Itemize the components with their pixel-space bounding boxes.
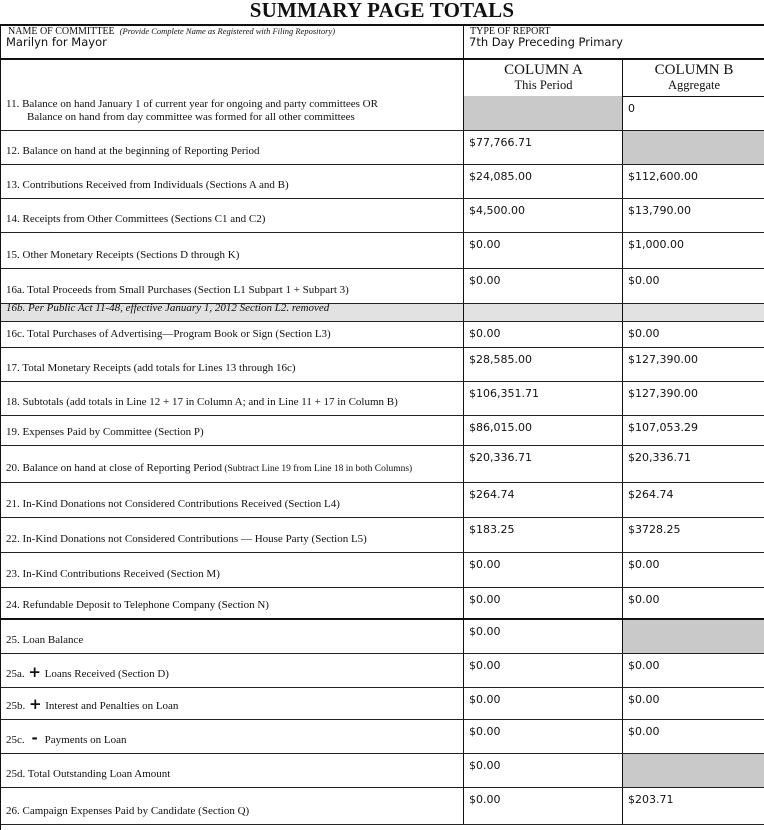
table-row [1,269,764,304]
row-label [1,322,463,347]
row-label-main: 16a. Total Proceeds from Small Purchases (Section L1 Subpart 1 + Subpart 3) [6,284,349,296]
row-label-text [6,695,179,713]
row-label-main: 15. Other Monetary Receipts (Sections D through K) [6,249,240,261]
table-row [1,199,764,233]
row-label-main: 16b. Per Public Act 11-48, effective January 1, 2012 Section L2. removed [6,302,330,314]
row-label-text [6,302,329,315]
column-a-value[interactable]: $0.00 [463,233,622,268]
row-label-main: 21. In-Kind Donations not Considered Contributions Received (Section L4) [6,498,340,510]
report-type-label: TYPE OF REPORT [470,26,551,37]
row-label-text [6,663,169,681]
column-a-value[interactable]: $0.00 [463,588,622,618]
table-row [1,553,764,588]
report-type-value[interactable]: 7th Day Preceding Primary [469,35,623,49]
row-label-main: 26. Campaign Expenses Paid by Candidate (Section Q) [6,805,250,817]
table-row [1,688,764,720]
row-label [1,416,463,445]
row-label [1,518,463,552]
column-a-value[interactable] [463,304,622,321]
row-label-text [6,729,127,747]
column-a-value[interactable]: $0.00 [463,720,622,753]
table-row [1,446,764,483]
column-a-value[interactable]: $0.00 [463,788,622,824]
column-b-value[interactable]: $3728.25 [622,518,764,552]
column-a-subtitle: This Period [514,78,573,92]
row-label [1,446,463,482]
column-a-value[interactable]: $0.00 [463,620,622,653]
table-row [1,233,764,269]
row-label-main: 14. Receipts from Other Committees (Sections C1 and C2) [6,213,266,225]
table-row [1,654,764,688]
column-b-value[interactable] [622,754,764,787]
table-row [1,754,764,788]
row-label-line2: Balance on hand from day committee was formed for all other committees [27,111,355,123]
row-label-main: 25d. Total Outstanding Loan Amount [6,768,171,780]
column-a-title: COLUMN A [504,62,583,78]
summary-table [1,96,764,825]
table-row [1,348,764,382]
row-label-text [6,634,83,647]
table-row [1,483,764,518]
table-row [1,165,764,199]
row-label [1,165,463,198]
column-b-value[interactable] [622,131,764,164]
column-b-value[interactable]: $0.00 [622,553,764,587]
row-label [1,304,463,321]
row-label-main: 25c. [6,734,25,746]
column-a-value[interactable]: $0.00 [463,553,622,587]
column-a-value[interactable]: $0.00 [463,688,622,719]
row-label-main: 20. Balance on hand at close of Reporting Period [6,462,222,474]
row-label-main: 24. Refundable Deposit to Telephone Company (Section N) [6,599,269,611]
committee-label-text: NAME OF COMMITTEE [8,26,115,37]
row-label-main: 16c. Total Purchases of Advertising—Program Book or Sign (Section L3) [6,328,331,340]
page-title: SUMMARY PAGE TOTALS [249,0,515,22]
row-label-text [6,145,260,158]
row-label-main: 25. Loan Balance [6,634,84,646]
row-label-main: 22. In-Kind Donations not Considered Contributions — House Party (Section L5) [6,533,367,545]
column-b-title: COLUMN B [654,62,734,78]
row-label-main: 25a. [6,668,25,680]
column-a-value[interactable]: $0.00 [463,654,622,687]
column-b-value[interactable]: $0.00 [622,322,764,347]
column-a-value[interactable]: $0.00 [463,754,622,787]
column-a-value[interactable]: $20,336.71 [463,446,622,482]
plus-icon: + [28,695,42,713]
column-b-value[interactable]: $0.00 [622,688,764,719]
row-label-main: 23. In-Kind Contributions Received (Section M) [6,568,220,580]
row-label [1,588,463,618]
table-row [1,96,764,131]
row-label-text [6,362,296,375]
column-a-value[interactable] [463,96,622,130]
table-row [1,518,764,553]
row-label-text [6,568,220,581]
row-label-text [6,213,265,226]
row-label-text [6,396,398,409]
row-label [1,654,463,687]
column-a-value[interactable]: $0.00 [463,269,622,303]
column-b-value[interactable] [622,620,764,653]
row-label-text [6,328,331,341]
row-label [1,483,463,517]
column-b-value[interactable]: $20,336.71 [622,446,764,482]
column-b-value[interactable]: $112,600.00 [622,165,764,198]
row-label-instruction: (Subtract Line 19 from Line 18 in both Columns) [224,464,413,474]
row-label-text [6,498,340,511]
row-label-detail: Payments on Loan [44,734,127,746]
column-a-value[interactable]: $183.25 [463,518,622,552]
column-b-subtitle: Aggregate [667,78,721,92]
row-label-text [6,768,170,781]
row-label [1,233,463,268]
column-b-value[interactable]: $0.00 [622,654,764,687]
column-a-value[interactable]: $264.74 [463,483,622,517]
row-label-text [6,284,349,297]
table-row [1,131,764,165]
table-row [1,322,764,348]
column-a-value[interactable]: $77,766.71 [463,131,622,164]
column-b-value[interactable]: $1,000.00 [622,233,764,268]
column-a-value[interactable]: $28,585.00 [463,348,622,381]
row-label [1,620,463,653]
row-label [1,688,463,719]
table-row [1,588,764,620]
row-label-detail: Loans Received (Section D) [44,668,169,680]
row-label-text [6,599,269,612]
row-label-text [6,249,239,262]
row-label-text [6,426,204,439]
table-row [1,416,764,446]
table-row [1,382,764,416]
table-row [1,720,764,754]
row-label-main: 13. Contributions Received from Individuals (Sections A and B) [6,179,289,191]
row-label-detail: Interest and Penalties on Loan [45,700,179,712]
column-b-header [622,58,764,97]
column-a-value[interactable]: $0.00 [463,322,622,347]
row-label-text [6,179,289,192]
column-b-value[interactable]: $264.74 [622,483,764,517]
row-label [1,348,463,381]
column-a-value[interactable]: $24,085.00 [463,165,622,198]
committee-name-value[interactable]: Marilyn for Mayor [6,35,107,49]
minus-icon: - [31,729,38,747]
row-label-main: 25b. [6,700,26,712]
row-label [1,788,463,824]
column-a-header [463,58,623,97]
row-label [1,754,463,787]
committee-label-note: (Provide Complete Name as Registered with Filing Repository) [119,26,336,36]
row-label [1,269,463,303]
row-label [1,131,463,164]
row-label [1,96,463,130]
row-label-text [6,462,412,476]
plus-icon: + [28,663,41,681]
column-b-value[interactable]: $203.71 [622,788,764,824]
row-label [1,199,463,232]
column-b-value[interactable]: $0.00 [622,588,764,618]
column-a-value[interactable]: $4,500.00 [463,199,622,232]
row-label-main: 18. Subtotals (add totals in Line 12 + 17 in Column A; and in Line 11 + 17 in Column B) [6,396,398,408]
column-b-value[interactable]: $13,790.00 [622,199,764,232]
committee-name-box [1,26,463,60]
column-b-value[interactable]: 0 [622,96,764,130]
row-label [1,553,463,587]
column-b-value[interactable] [622,304,764,321]
row-label-text [6,805,249,818]
row-label-main: 12. Balance on hand at the beginning of Reporting Period [6,145,260,157]
column-b-value[interactable]: $0.00 [622,269,764,303]
column-b-value[interactable]: $127,390.00 [622,382,764,415]
report-type-box [463,26,764,60]
column-a-value[interactable]: $106,351.71 [463,382,622,415]
column-b-value[interactable]: $0.00 [622,720,764,753]
column-a-value[interactable]: $86,015.00 [463,416,622,445]
row-label-main: 19. Expenses Paid by Committee (Section P) [6,426,204,438]
table-row [1,304,764,322]
table-row [1,788,764,825]
column-b-value[interactable]: $107,053.29 [622,416,764,445]
column-b-value[interactable]: $127,390.00 [622,348,764,381]
row-label-text [6,98,378,124]
row-label-main: 17. Total Monetary Receipts (add totals for Lines 13 through 16c) [6,362,296,374]
table-row [1,620,764,654]
row-label [1,382,463,415]
row-label-main: 11. Balance on hand January 1 of current year for ongoing and party committees OR [6,98,378,110]
row-label-text [6,533,367,546]
row-label [1,720,463,753]
